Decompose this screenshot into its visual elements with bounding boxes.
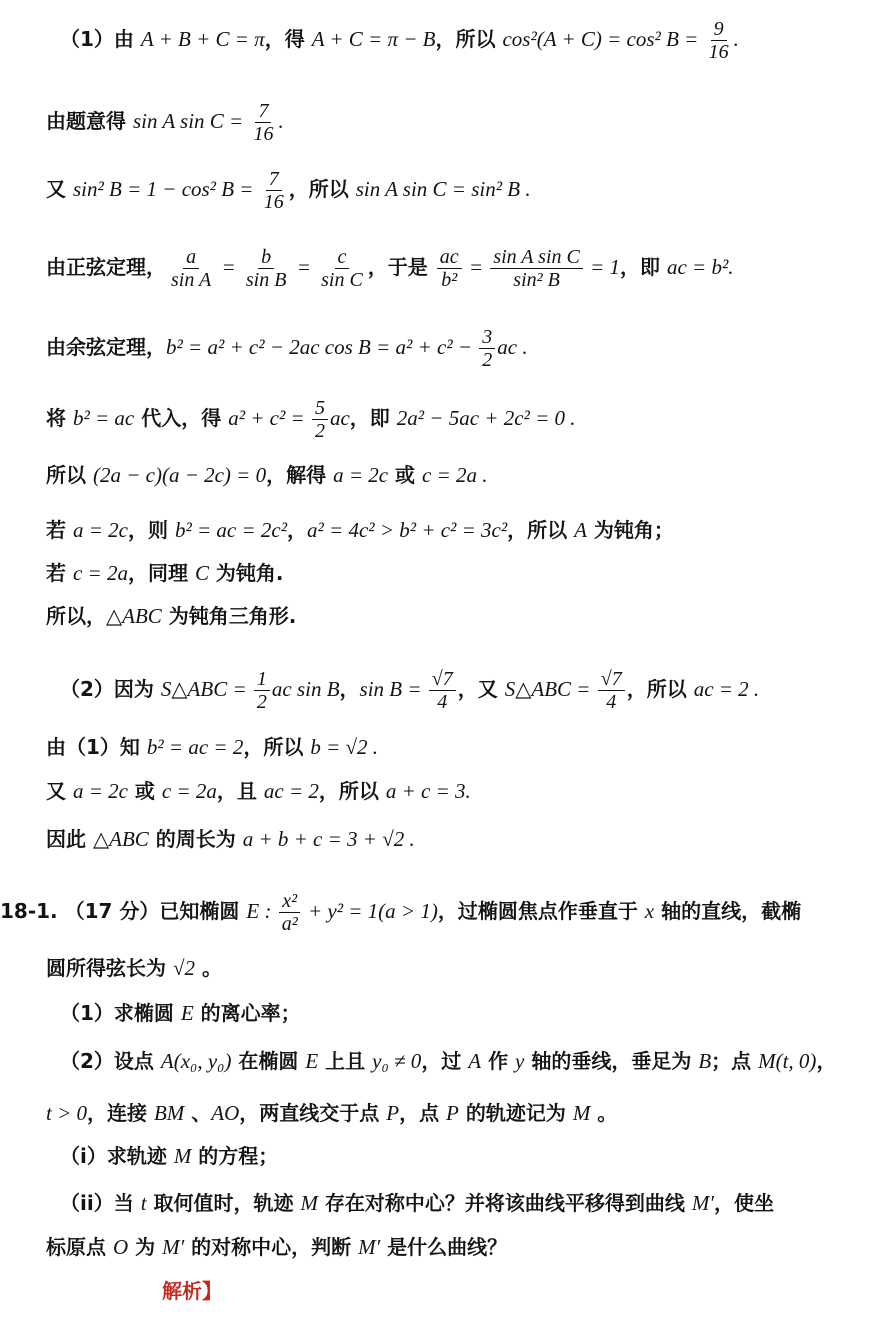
chinese-text: 若 xyxy=(46,561,73,585)
fraction-numerator: 7 xyxy=(255,100,271,123)
chinese-text: ， xyxy=(339,677,360,701)
math-expression: a + c = 3. xyxy=(385,779,471,803)
fraction-numerator: √7 xyxy=(598,668,625,691)
math-expression: 2a² − 5ac + 2c² = 0 . xyxy=(396,406,576,430)
math-expression: cos²(A + C) = cos² B = xyxy=(502,27,704,51)
chinese-text: 由余弦定理， xyxy=(46,335,166,359)
fraction-numerator: 3 xyxy=(479,326,495,349)
math-expression: b² = ac xyxy=(72,406,135,430)
math-expression: c = 2a xyxy=(161,779,217,803)
fraction-numerator: sin A sin C xyxy=(490,246,583,269)
fraction-numerator: 5 xyxy=(312,397,328,420)
fraction-denominator: 2 xyxy=(314,420,325,442)
math-expression: P xyxy=(446,1101,459,1125)
chinese-text: ，使坐 xyxy=(714,1191,774,1215)
math-expression: = xyxy=(216,255,241,279)
math-expression: = 1 xyxy=(584,255,621,279)
chinese-text: 为 xyxy=(128,1235,163,1259)
math-expression: + y² = 1(a > 1) xyxy=(302,899,438,923)
math-expression: y xyxy=(515,1049,525,1073)
chinese-text: 因此 xyxy=(46,827,93,851)
fraction xyxy=(429,668,456,713)
chinese-text: ，即 xyxy=(349,406,397,430)
chinese-text: 作 xyxy=(481,1049,516,1073)
math-expression: AO xyxy=(211,1101,240,1125)
chinese-text: 上且 xyxy=(318,1049,373,1073)
chinese-text: 将 xyxy=(46,406,73,430)
fraction-denominator: sin A xyxy=(171,269,212,291)
math-expression: M(t, 0) xyxy=(758,1049,817,1073)
chinese-text: 圆所得弦长为 xyxy=(46,956,173,980)
text-line-l16 xyxy=(46,955,222,981)
text-line-l9 xyxy=(46,560,284,586)
math-expression: sin² B = 1 − cos² B = xyxy=(72,177,259,201)
math-expression: = xyxy=(291,255,317,279)
text-line-l12 xyxy=(46,734,378,760)
text-line-l22 xyxy=(46,1234,507,1260)
fraction-denominator: 2 xyxy=(256,691,267,713)
chinese-text: 存在对称中心？并将该曲线平移得到曲线 xyxy=(317,1191,692,1215)
chinese-text: ，连接 xyxy=(87,1101,154,1125)
chinese-text: （1）求椭圆 xyxy=(60,1001,181,1025)
chinese-text: ，同理 xyxy=(127,561,195,585)
chinese-text: 18-1. （17 分）已知椭圆 xyxy=(0,899,247,923)
chinese-text: 标原点 xyxy=(46,1235,113,1259)
math-expression: = xyxy=(463,255,489,279)
fraction-denominator: sin² B xyxy=(513,269,560,291)
chinese-text: 。 xyxy=(590,1101,618,1125)
math-expression: a = 2c xyxy=(72,779,128,803)
math-expression: a² = 4c² > b² + c² = 3c² xyxy=(307,518,508,542)
analysis-heading: 解析】 xyxy=(162,1279,222,1303)
fraction-numerator: 1 xyxy=(254,668,270,691)
fraction-numerator: 9 xyxy=(711,18,727,41)
chinese-text: 或 xyxy=(388,463,423,487)
chinese-text: ，又 xyxy=(457,677,505,701)
fraction xyxy=(490,246,583,291)
fraction xyxy=(318,246,366,291)
text-line-l8 xyxy=(46,517,674,543)
fraction-numerator: ac xyxy=(437,246,462,269)
chinese-text: ，且 xyxy=(216,779,264,803)
math-expression: a = 2c xyxy=(72,518,128,542)
math-expression: t > 0 xyxy=(46,1101,88,1125)
math-expression: a = 2c xyxy=(333,463,389,487)
text-line-l13 xyxy=(46,778,471,804)
math-expression: . xyxy=(278,109,284,133)
text-line-l11 xyxy=(60,668,759,713)
chinese-text: 为钝角三角形. xyxy=(161,604,297,628)
chinese-text: ， xyxy=(287,518,308,542)
chinese-text: ， xyxy=(816,1049,837,1073)
math-expression: BM xyxy=(153,1101,185,1125)
chinese-text: ，过椭圆焦点作垂直于 xyxy=(437,899,645,923)
chinese-text: ，过 xyxy=(421,1049,469,1073)
math-expression: ac = 2 xyxy=(263,779,319,803)
fraction xyxy=(279,890,301,935)
text-line-l17 xyxy=(60,1000,301,1026)
chinese-text: 、 xyxy=(184,1101,212,1125)
chinese-text: ，两直线交于点 xyxy=(239,1101,387,1125)
fraction-numerator: 7 xyxy=(266,168,282,191)
math-expression: M xyxy=(300,1191,318,1215)
text-line-l21 xyxy=(60,1190,774,1216)
chinese-text: 由正弦定理， xyxy=(46,255,166,279)
fraction-denominator: sin C xyxy=(321,269,363,291)
math-expression: E : xyxy=(246,899,277,923)
math-expression: A + C = π − B xyxy=(311,27,436,51)
chinese-text: 或 xyxy=(127,779,162,803)
chinese-text: （2）设点 xyxy=(60,1049,161,1073)
fraction-denominator: 16 xyxy=(263,191,284,213)
text-line-l10 xyxy=(46,603,296,629)
chinese-text: 若 xyxy=(46,518,73,542)
chinese-text: 。 xyxy=(195,956,222,980)
math-expression: t xyxy=(140,1191,147,1215)
text-line-l4 xyxy=(46,246,734,291)
chinese-text: （1）由 xyxy=(60,27,141,51)
text-line-l19 xyxy=(46,1100,617,1126)
fraction-numerator: b xyxy=(258,246,274,269)
math-expression: ac . xyxy=(497,335,528,359)
chinese-text: 所以， xyxy=(46,604,106,628)
math-expression: M′ xyxy=(358,1235,381,1259)
fraction-denominator: sin B xyxy=(245,269,287,291)
math-expression: c = 2a . xyxy=(422,463,488,487)
fraction xyxy=(168,246,214,291)
chinese-text: ，所以 xyxy=(288,177,356,201)
math-expression: . xyxy=(733,27,739,51)
chinese-text: ，解得 xyxy=(266,463,334,487)
math-expression: △ABC xyxy=(106,604,162,628)
text-line-l20 xyxy=(60,1143,278,1169)
text-line-l18 xyxy=(60,1048,836,1074)
fraction-denominator: b² xyxy=(441,269,458,291)
chinese-text: ；点 xyxy=(711,1049,759,1073)
chinese-text: 轴的垂线，垂足为 xyxy=(524,1049,699,1073)
math-expression: A + B + C = π xyxy=(140,27,265,51)
fraction xyxy=(312,397,328,442)
fraction-denominator: 4 xyxy=(606,691,617,713)
chinese-text: ，所以 xyxy=(626,677,694,701)
chinese-text: ，点 xyxy=(399,1101,447,1125)
chinese-text: （ii）当 xyxy=(60,1191,141,1215)
fraction-numerator: √7 xyxy=(429,668,456,691)
text-line-l3 xyxy=(46,168,531,213)
fraction-denominator: 4 xyxy=(437,691,448,713)
math-expression: sin A sin C = xyxy=(132,109,249,133)
chinese-text: 又 xyxy=(46,779,73,803)
math-expression: C xyxy=(194,561,209,585)
math-expression: ac = 2 . xyxy=(693,677,760,701)
math-expression: c = 2a xyxy=(72,561,128,585)
chinese-text: 的轨迹记为 xyxy=(458,1101,573,1125)
chinese-text: 轴的直线，截椭 xyxy=(654,899,802,923)
fraction-numerator: x² xyxy=(279,890,300,913)
chinese-text: ，得 xyxy=(264,27,312,51)
fraction xyxy=(598,668,625,713)
math-expression: y₀ ≠ 0 xyxy=(372,1049,422,1073)
fraction xyxy=(437,246,462,291)
text-line-l6 xyxy=(46,397,576,442)
math-expression: a² + c² = xyxy=(228,406,310,430)
math-expression: ac = b². xyxy=(666,255,734,279)
math-expression: a + b + c = 3 + √2 . xyxy=(242,827,415,851)
chinese-text: ，所以 xyxy=(507,518,575,542)
chinese-text: 在椭圆 xyxy=(231,1049,306,1073)
math-expression: A xyxy=(574,518,587,542)
math-expression: S△ABC = xyxy=(160,677,252,701)
chinese-text: 代入，得 xyxy=(134,406,229,430)
math-expression: O xyxy=(112,1235,129,1259)
text-line-l1 xyxy=(60,18,739,63)
text-line-l7 xyxy=(46,462,488,488)
math-expression: M xyxy=(572,1101,591,1125)
math-expression: A xyxy=(468,1049,482,1073)
text-line-l15 xyxy=(0,890,801,935)
fraction-denominator: 16 xyxy=(708,41,729,63)
fraction-denominator: 16 xyxy=(253,123,274,145)
math-expression: E xyxy=(305,1049,319,1073)
math-expression: S△ABC = xyxy=(504,677,596,701)
math-expression: √2 xyxy=(172,956,195,980)
chinese-text: 的方程； xyxy=(191,1144,279,1168)
math-expression: b² = ac = 2 xyxy=(146,735,244,759)
chinese-text: ，即 xyxy=(620,255,667,279)
math-expression: b = √2 . xyxy=(310,735,379,759)
fraction xyxy=(479,326,495,371)
chinese-text: 取何值时，轨迹 xyxy=(146,1191,301,1215)
chinese-text: 为钝角. xyxy=(208,561,284,585)
text-line-l14 xyxy=(46,826,415,852)
chinese-text: （2）因为 xyxy=(60,677,161,701)
math-expression: sin B = xyxy=(359,677,427,701)
chinese-text: ，则 xyxy=(127,518,175,542)
fraction-denominator: 2 xyxy=(482,349,493,371)
text-line-l5 xyxy=(46,326,528,371)
chinese-text: 又 xyxy=(46,177,73,201)
chinese-text: 所以 xyxy=(46,463,93,487)
chinese-text: 的对称中心，判断 xyxy=(184,1235,359,1259)
fraction xyxy=(250,100,276,145)
chinese-text: ，所以 xyxy=(318,779,386,803)
text-line-l2 xyxy=(46,100,284,145)
chinese-text: 的周长为 xyxy=(148,827,243,851)
math-expression: b² = a² + c² − 2ac cos B = a² + c² − xyxy=(166,335,478,359)
math-expression: P xyxy=(386,1101,400,1125)
chinese-text: 由题意得 xyxy=(46,109,133,133)
chinese-text: 是什么曲线？ xyxy=(380,1235,508,1259)
math-expression: △ABC xyxy=(92,827,149,851)
fraction-denominator: a² xyxy=(281,913,298,935)
math-expression: M′ xyxy=(162,1235,185,1259)
math-expression: E xyxy=(180,1001,194,1025)
math-expression: x xyxy=(644,899,655,923)
math-expression: ac sin B xyxy=(271,677,340,701)
chinese-text: ，所以 xyxy=(243,735,311,759)
math-expression: (2a − c)(a − 2c) = 0 xyxy=(92,463,267,487)
math-expression: A(x₀, y₀) xyxy=(160,1049,232,1073)
fraction xyxy=(261,168,287,213)
fraction xyxy=(243,246,290,291)
chinese-text: 的离心率； xyxy=(193,1001,301,1025)
math-expression: b² = ac = 2c² xyxy=(174,518,288,542)
math-expression: ac xyxy=(329,406,350,430)
math-expression: B xyxy=(698,1049,712,1073)
fraction xyxy=(254,668,270,713)
fraction-numerator: c xyxy=(335,246,350,269)
fraction-numerator: a xyxy=(183,246,199,269)
chinese-text: 由（1）知 xyxy=(46,735,147,759)
math-expression: sin A sin C = sin² B . xyxy=(355,177,531,201)
fraction xyxy=(706,18,732,63)
chinese-text: 为钝角； xyxy=(586,518,674,542)
math-expression: M xyxy=(173,1144,192,1168)
chinese-text: （i）求轨迹 xyxy=(60,1144,174,1168)
chinese-text: ，于是 xyxy=(367,255,435,279)
math-expression: M′ xyxy=(691,1191,714,1215)
chinese-text: ，所以 xyxy=(435,27,503,51)
